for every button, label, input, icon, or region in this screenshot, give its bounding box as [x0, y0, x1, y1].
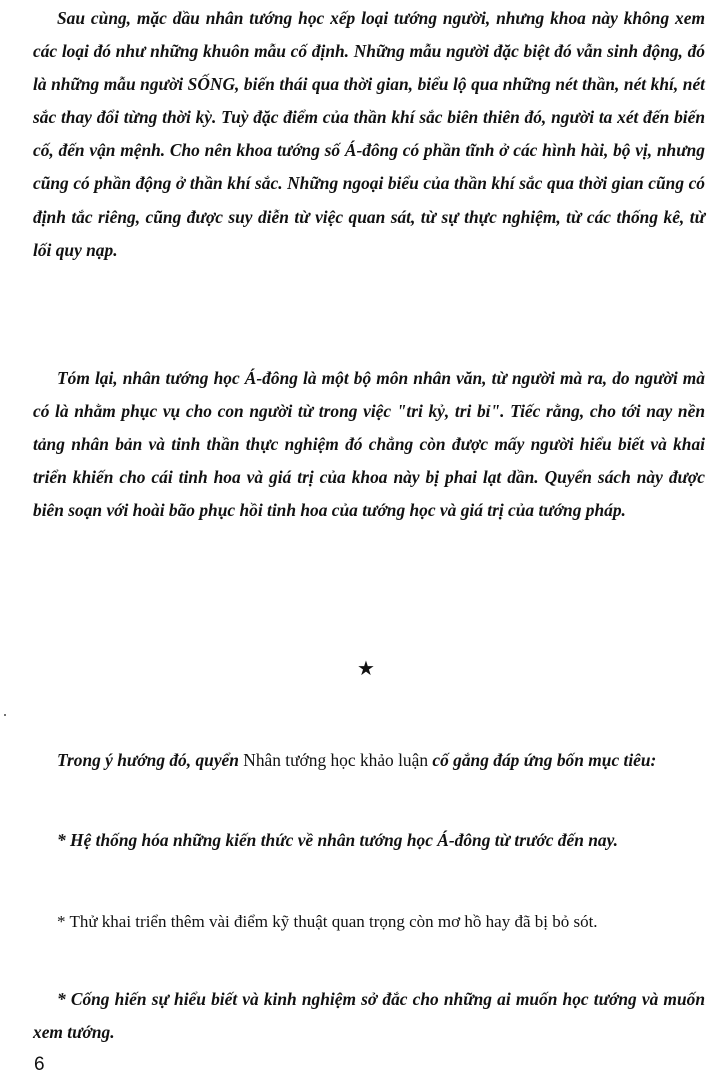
objective-2-text: * Thử khai triển thêm vài điểm kỹ thuật quan trọng còn mơ hồ hay đã bị bỏ sót. [57, 912, 598, 931]
scan-speck [4, 714, 6, 716]
paragraph-summary [33, 362, 705, 527]
paragraph-impermanence [33, 2, 705, 267]
paragraph-1-text: Sau cùng, mặc dầu nhân tướng học xếp loại tướng người, nhưng khoa này không xem các loại đó như những khuôn mẫu cố định. Những mẫu người đặc biệt đó vẫn sinh động, đó là những mẫu người SỐNG, biến thái qua thời gian, biểu lộ qua những nét thần, nét khí, nét sắc thay đổi từng thời kỳ. Tuỳ đặc điểm của thần khí sắc biên thiên đó, người ta xét đến biến cố, đến vận mệnh. Cho nên khoa tướng số Á-đông có phần tĩnh ở các hình hài, bộ vị, nhưng cũng có phần động ở thần khí sắc. Những ngoại biểu của thần khí sắc qua thời gian cũng có định tắc riêng, cũng được suy diễn từ việc quan sát, từ sự thực nghiệm, từ các thống kê, từ lối quy nạp. [33, 8, 705, 260]
section-separator-star-icon: ★ [357, 656, 375, 680]
paragraph-3-lead: Trong ý hướng đó, quyển [57, 750, 244, 770]
objective-item-3 [33, 983, 705, 1049]
objective-item-2 [33, 905, 705, 938]
paragraph-2-text: Tóm lại, nhân tướng học Á-đông là một bộ môn nhân văn, từ người mà ra, do người mà có là nhằm phục vụ cho con người từ trong việc "tri kỷ, tri bỉ". Tiếc rằng, cho tới nay nền tảng nhân bản và tinh thần thực nghiệm đó chẳng còn được mấy người hiểu biết và khai triển khiến cho cái tinh hoa và giá trị của khoa này bị phai lạt dần. Quyển sách này được biên soạn với hoài bão phục hồi tinh hoa của tướng học và giá trị của tướng pháp. [33, 368, 705, 521]
objective-item-1 [33, 824, 705, 857]
page-number: 6 [34, 1054, 45, 1075]
paragraph-intent [33, 744, 705, 777]
paragraph-3-tail: cố gắng đáp ứng bốn mục tiêu: [428, 750, 657, 770]
book-title: Nhân tướng học khảo luận [243, 750, 429, 770]
objective-1-text: * Hệ thống hóa những kiến thức về nhân tướng học Á-đông từ trước đến nay. [57, 830, 619, 850]
objective-3-text: * Cống hiến sự hiểu biết và kinh nghiệm sở đắc cho những ai muốn học tướng và muốn xem tướng. [33, 989, 705, 1043]
